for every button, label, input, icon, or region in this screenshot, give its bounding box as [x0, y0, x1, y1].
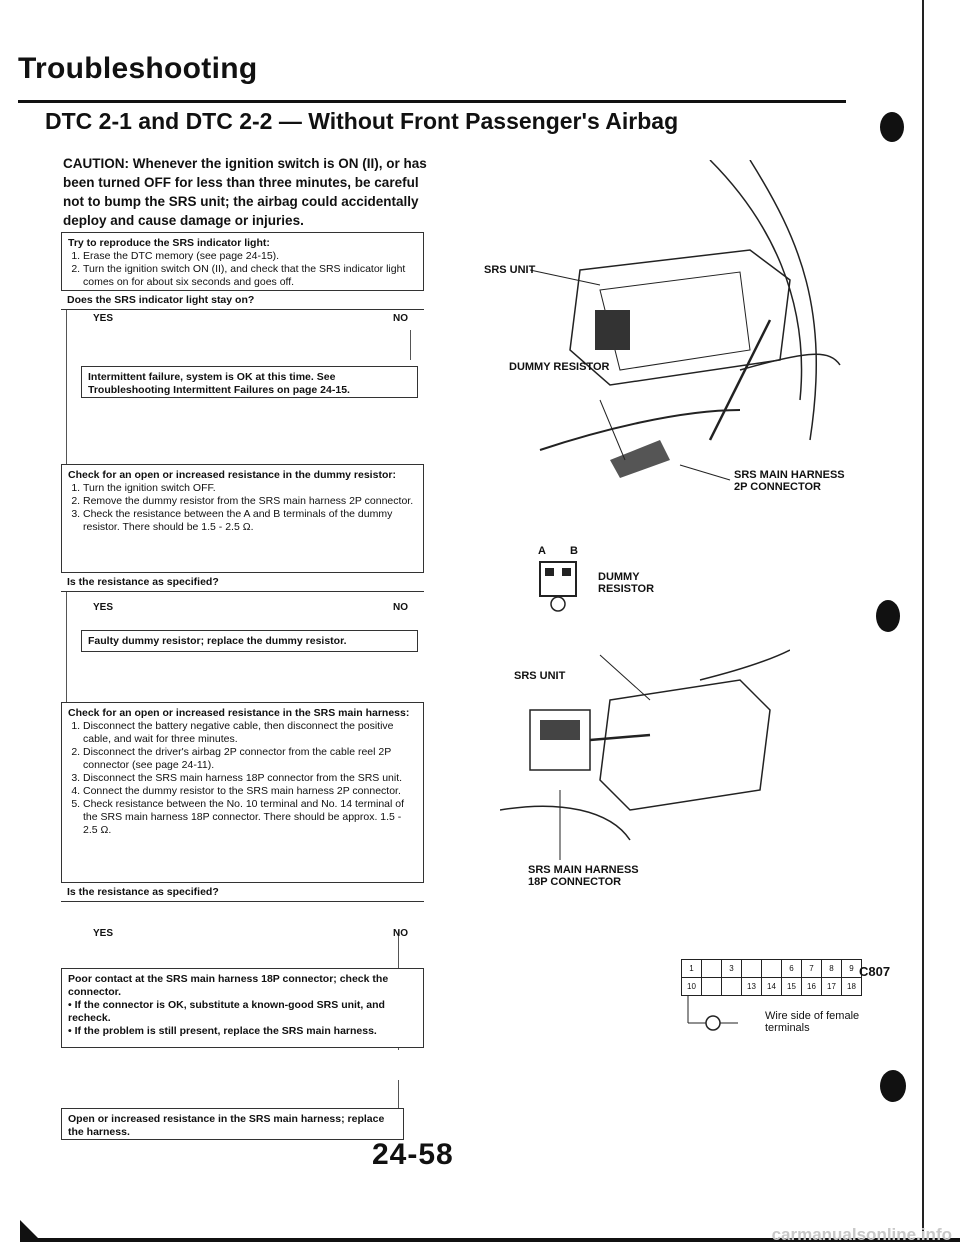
step-reproduce-indicator [61, 232, 424, 290]
no-label: NO [393, 602, 408, 613]
wire-side-note: Wire side of female terminals [765, 1010, 860, 1034]
result-intermittent-failure: Intermittent failure, system is OK at this time. See Troubleshooting Intermittent Failures on page 24-15. [81, 366, 418, 398]
step2-heading: Check for an open or increased resistance in the dummy resistor: [68, 469, 396, 481]
binding-hole [880, 1070, 906, 1102]
binding-line [922, 0, 924, 1242]
terminal-cell [722, 978, 742, 996]
label-srs-unit: SRS UNIT [484, 264, 536, 276]
binding-hole [876, 600, 900, 632]
connector-c807-grid [681, 959, 862, 996]
binding-hole [880, 112, 904, 142]
terminal-cell: 9 [842, 960, 862, 978]
page-title: Troubleshooting [18, 52, 258, 85]
terminal-b: B [570, 545, 578, 557]
terminal-cell: 16 [802, 978, 822, 996]
terminal-cell: 10 [682, 978, 702, 996]
terminal-cell: 17 [822, 978, 842, 996]
flow-line [398, 1080, 399, 1110]
result3-bullet: • If the connector is OK, substitute a known-good SRS unit, and recheck. [68, 999, 385, 1024]
connector-lock-tab [678, 995, 748, 1035]
yes-label: YES [93, 602, 114, 613]
step1-heading: Try to reproduce the SRS indicator light: [68, 237, 270, 249]
question-indicator-stay-on: Does the SRS indicator light stay on? [61, 290, 424, 310]
no-label: NO [393, 928, 408, 939]
step2-item: 2. Remove the dummy resistor from the SRS main harness 2P connector. [83, 495, 417, 508]
watermark: carmanualsonline.info [771, 1225, 952, 1244]
terminal-cell: 14 [762, 978, 782, 996]
terminal-a: A [538, 545, 546, 557]
result-poor-contact [61, 968, 424, 1048]
terminal-cell [702, 978, 722, 996]
dtc-heading: DTC 2-1 and DTC 2-2 — Without Front Passenger's Airbag [45, 108, 679, 134]
terminal-cell: 18 [842, 978, 862, 996]
step3-item: 2. Disconnect the driver's airbag 2P connector from the cable reel 2P connector (see page 24-11). [83, 746, 417, 772]
label-srs-main-harness-18p: SRS MAIN HARNESS 18P CONNECTOR [528, 864, 639, 888]
step1-item: 2. Turn the ignition switch ON (II), and check that the SRS indicator light comes on for about six seconds and goes off. [83, 263, 417, 289]
question-harness-resistance: Is the resistance as specified? [61, 882, 424, 902]
terminal-cell: 3 [722, 960, 742, 978]
connector-id: C807 [859, 964, 891, 979]
terminal-cell: 1 [682, 960, 702, 978]
terminal-cell: 15 [782, 978, 802, 996]
page-number: 24-58 [372, 1138, 454, 1171]
step3-item: 4. Connect the dummy resistor to the SRS main harness 2P connector. [83, 785, 417, 798]
step-check-main-harness [61, 702, 424, 882]
step3-item: 3. Disconnect the SRS main harness 18P connector from the SRS unit. [83, 772, 417, 785]
result-open-harness: Open or increased resistance in the SRS main harness; replace the harness. [61, 1108, 404, 1140]
terminal-cell: 6 [782, 960, 802, 978]
step3-item: 5. Check resistance between the No. 10 terminal and No. 14 terminal of the SRS main harness 18P connector. There should be approx. 1.5 - 2.5 Ω. [83, 798, 417, 837]
yes-label: YES [93, 928, 114, 939]
label-dummy-resistor-2: DUMMY RESISTOR [598, 571, 655, 595]
terminal-cell: 7 [802, 960, 822, 978]
step3-heading: Check for an open or increased resistance in the SRS main harness: [68, 707, 410, 719]
result3-heading: Poor contact at the SRS main harness 18P connector; check the connector. [68, 973, 389, 998]
step1-item: 1. Erase the DTC memory (see page 24-15). [83, 250, 417, 263]
result3-bullet: • If the problem is still present, replace the SRS main harness. [68, 1025, 377, 1037]
step2-item: 3. Check the resistance between the A and B terminals of the dummy resistor. There should be 1.5 - 2.5 Ω. [83, 508, 417, 534]
result-faulty-dummy-resistor: Faulty dummy resistor; replace the dummy resistor. [81, 630, 418, 652]
terminal-cell: 13 [742, 978, 762, 996]
question-resistance-specified: Is the resistance as specified? [61, 572, 424, 592]
step3-item: 1. Disconnect the battery negative cable, then disconnect the positive cable, and wait for three minutes. [83, 720, 417, 746]
label-dummy-resistor: DUMMY RESISTOR [509, 361, 610, 373]
flow-line [410, 330, 411, 360]
title-rule [18, 100, 846, 103]
step-check-dummy-resistor [61, 464, 424, 572]
terminal-cell [702, 960, 722, 978]
no-label: NO [393, 313, 408, 324]
label-srs-unit-2: SRS UNIT [514, 670, 566, 682]
terminal-cell [742, 960, 762, 978]
caution-text: CAUTION: Whenever the ignition switch is ON (II), or has been turned OFF for less than three minutes, be careful not to bump the SRS unit; the airbag could accidentally deploy and cause damage or injuries. [63, 156, 427, 228]
terminal-cell: 8 [822, 960, 842, 978]
terminal-cell [762, 960, 782, 978]
yes-label: YES [93, 313, 114, 324]
label-srs-main-harness-2p: SRS MAIN HARNESS 2P CONNECTOR [734, 469, 845, 493]
step2-item: 1. Turn the ignition switch OFF. [83, 482, 417, 495]
